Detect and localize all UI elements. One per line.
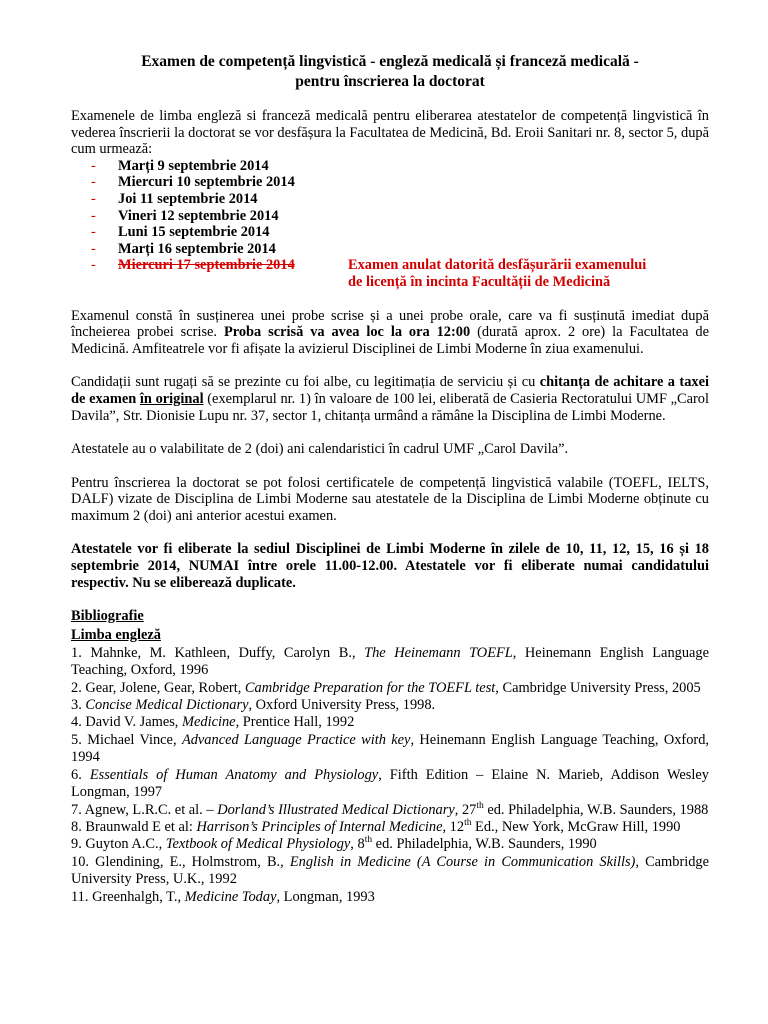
bibliography-number: 11.: [71, 888, 89, 905]
bibliography-item: [71, 680, 709, 697]
exam-date: Marți 9 septembrie 2014: [118, 157, 269, 174]
exam-date-item: [71, 174, 709, 191]
bibliography-number: 5.: [71, 731, 82, 748]
exam-date-item: [71, 241, 709, 258]
bibliography-details: , 27: [454, 801, 477, 818]
list-dash: -: [91, 240, 96, 257]
cancellation-note-line-2: de licență în incinta Facultății de Medicină: [348, 273, 611, 290]
release-paragraph: Atestatele vor fi eliberate la sediul Disciplinei de Limbi Moderne în zilele de 10, 11, 12, 15, 16 și 18 septembrie 2014, NUMAI între orele 11.00-12.00. Atestatele vor fi eliberate numai candidatului respectiv. Nu se eliberează duplicate.: [71, 541, 709, 591]
bibliography-item: [71, 802, 709, 819]
exam-dates-list: [71, 157, 709, 290]
bibliography-number: 7.: [71, 801, 82, 818]
exam-date-item: [71, 191, 709, 208]
bibliography-details-rest: ed. Philadelphia, W.B. Saunders, 1990: [372, 836, 597, 853]
exam-date: Marți 16 septembrie 2014: [118, 240, 276, 257]
bibliography-authors: Gear, Jolene, Gear, Robert,: [85, 679, 242, 696]
page-title: [71, 52, 709, 92]
cancelled-exam-date: Miercuri 17 septembrie 2014: [118, 257, 295, 274]
certificates-paragraph: Pentru înscrierea la doctorat se pot folosi certificatele de competență lingvistică valabile (TOEFL, IELTS, DALF) vizate de Disciplina de Limbi Moderne sau atestatele de la Disciplina de Limbi Moderne obținute cu maximum 2 (doi) ani anterior acestui examen.: [71, 474, 709, 524]
list-dash: -: [91, 224, 96, 241]
bibliography-title: Medicine Today: [184, 888, 277, 905]
bibliography-list: [71, 645, 709, 906]
written-exam-time: Proba scrisă va avea loc la ora 12:00: [223, 324, 471, 341]
bibliography-title: English in Medicine (A Course in Communication Skills),: [289, 853, 639, 870]
bibliography-title: Essentials of Human Anatomy and Physiology: [89, 766, 379, 783]
bibliography-item: [71, 732, 709, 767]
bibliography-item: [71, 767, 709, 802]
bibliography-title: The Heinemann TOEFL: [364, 644, 513, 661]
cancelled-exam-date-item: [71, 257, 709, 290]
bibliography-authors: Michael Vince,: [87, 731, 177, 748]
exam-date: Miercuri 10 septembrie 2014: [118, 174, 295, 191]
exam-date: Luni 15 septembrie 2014: [118, 224, 270, 241]
bibliography-details: , Longman, 1993: [276, 888, 375, 905]
bibliography-details: , Fifth Edition – Elaine N. Marieb, Addison Wesley Longman, 1997: [71, 766, 709, 801]
bibliography-details: , Prentice Hall, 1992: [235, 714, 355, 731]
exam-date-item: [71, 224, 709, 241]
bibliography-title: Concise Medical Dictionary: [85, 697, 249, 714]
fee-receipt-text: chitanța de achitare a taxei de examen: [71, 374, 709, 407]
bibliography-item: [71, 697, 709, 714]
bibliography-edition-suffix: th: [476, 800, 484, 811]
exam-date: Joi 11 septembrie 2014: [118, 190, 258, 207]
exam-format-paragraph: [71, 308, 709, 358]
bibliography-number: 3.: [71, 697, 82, 714]
bibliography-edition-suffix: th: [464, 818, 472, 829]
bibliography-number: 10.: [71, 853, 89, 870]
title-line-2: pentru înscrierea la doctorat: [295, 73, 485, 90]
bibliography-details: , Heinemann English Language Teaching, Oxford, 1996: [71, 644, 709, 679]
exam-date-item: [71, 158, 709, 175]
bibliography-details: Cambridge University Press, U.K., 1992: [71, 853, 710, 888]
candidates-rest: (exemplarul nr. 1) în valoare de 100 lei, eliberată de Casieria Rectoratului UMF „Carol Davila”, Str. Dionisie Lupu nr. 37, sector 1, chitanța urmând a rămâne la Disciplina de Limbi Moderne.: [71, 390, 709, 424]
bibliography-title: Medicine: [182, 714, 236, 731]
candidates-text: Candidații sunt rugați să se prezinte cu foi albe, cu legitimația de serviciu și cu: [71, 374, 536, 391]
bibliography-details: , Cambridge University Press, 2005: [495, 679, 701, 696]
bibliography-authors: Mahnke, M. Kathleen, Duffy, Carolyn B.,: [90, 644, 356, 661]
bibliography-number: 9.: [71, 836, 82, 853]
exam-date-item: [71, 208, 709, 225]
bibliography-title: Harrison’s Principles of Internal Medicine: [196, 818, 443, 835]
bibliography-title: Dorland’s Illustrated Medical Dictionary: [217, 801, 455, 818]
bibliography-item: [71, 836, 709, 853]
list-dash: -: [91, 190, 96, 207]
list-dash: -: [91, 257, 96, 274]
bibliography-number: 6.: [71, 766, 82, 783]
title-line-1: Examen de competență lingvistică - engleză medicală și franceză medicală -: [141, 53, 639, 70]
bibliography-authors: Greenhalgh, T.,: [92, 888, 182, 905]
bibliography-details: , Heinemann English Language Teaching, Oxford, 1994: [71, 731, 709, 766]
exam-format-text: Examenul constă în susținerea unei probe scrise și a unei probe orale, care va fi susținută imediat după încheierea probei scrise.: [71, 307, 709, 341]
bibliography-item: [71, 819, 709, 836]
list-dash: -: [91, 174, 96, 191]
bibliography-heading: Bibliografie: [71, 608, 144, 625]
bibliography-number: 1.: [71, 644, 82, 661]
validity-paragraph: Atestatele au o valabilitate de 2 (doi) ani calendaristici în cadrul UMF „Carol Davila”.: [71, 441, 569, 458]
bibliography-authors: David V. James,: [85, 714, 179, 731]
bibliography-title: Textbook of Medical Physiology: [165, 836, 351, 853]
exam-date: Vineri 12 septembrie 2014: [118, 207, 279, 224]
bibliography-item: [71, 854, 709, 889]
cancellation-note-line-1: Examen anulat datorită desfășurării examenului: [348, 257, 647, 274]
bibliography-number: 4.: [71, 714, 82, 731]
exam-format-rest: (durată aprox. 2 ore) la Facultatea de Medicină. Amfiteatrele vor fi afișate la avizierul Disciplinei de Limbi Moderne în ziua examenului.: [71, 324, 709, 357]
bibliography-authors: Glendining, E., Holmstrom, B.,: [95, 853, 284, 870]
bibliography-title: Advanced Language Practice with key: [181, 731, 411, 748]
bibliography-details: , Oxford University Press, 1998.: [248, 697, 436, 714]
candidates-paragraph: [71, 374, 709, 424]
bibliography-details: , 8: [350, 836, 365, 853]
bibliography-subheading: Limba engleză: [71, 626, 161, 643]
bibliography-edition-suffix: th: [364, 835, 373, 846]
bibliography-number: 2.: [71, 679, 82, 696]
list-dash: -: [91, 207, 96, 224]
bibliography-details-rest: Ed., New York, McGraw Hill, 1990: [471, 818, 681, 835]
bibliography-details: , 12: [442, 818, 465, 835]
list-dash: -: [91, 157, 96, 174]
bibliography-authors: Agnew, L.R.C. et al. –: [84, 801, 214, 818]
original-text: în original: [139, 390, 204, 407]
bibliography-authors: Braunwald E et al:: [85, 818, 193, 835]
bibliography-title: Cambridge Preparation for the TOEFL test: [244, 679, 496, 696]
bibliography-number: 8.: [71, 818, 82, 835]
cancellation-note: [348, 257, 646, 290]
bibliography-details-rest: ed. Philadelphia, W.B. Saunders, 1988: [483, 801, 709, 818]
intro-paragraph: Examenele de limba engleză si franceză medicală pentru eliberarea atestatelor de competență lingvistică în vederea înscrierii la doctorat se vor desfășura la Facultatea de Medicină, Bd. Eroii Sanitari nr. 8, sector 5, după cum urmează:: [71, 108, 709, 158]
bibliography-item: [71, 714, 709, 731]
bibliography-item: [71, 889, 709, 906]
bibliography-authors: Guyton A.C.,: [85, 836, 163, 853]
bibliography-item: [71, 645, 709, 680]
